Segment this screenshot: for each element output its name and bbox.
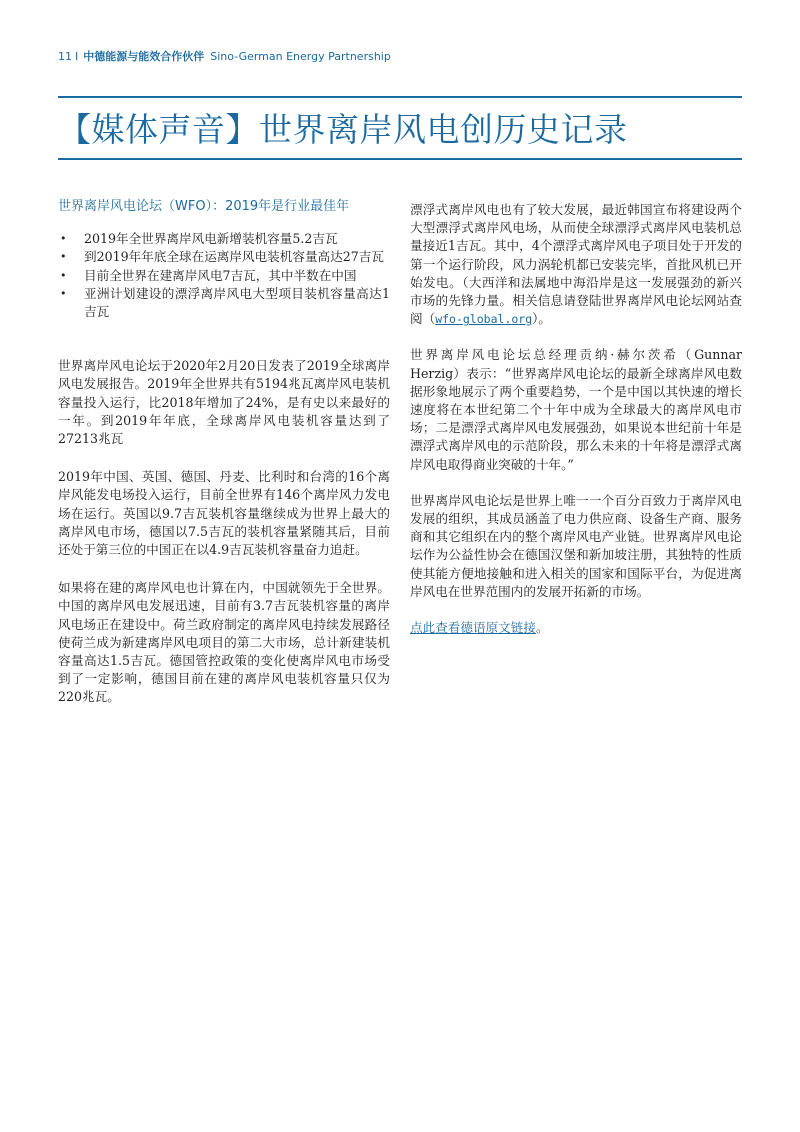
list-item: • 到2019年年底全球在运离岸风电装机容量高达27吉瓦 [58,248,390,266]
page-header [58,48,391,64]
list-item: • 亚洲计划建设的漂浮离岸风电大型项目装机容量高达1吉瓦 [58,285,390,321]
title-rule-top [58,96,742,98]
body-paragraph: 世界离岸风电论坛于2020年2月20日发表了2019全球离岸风电发展报告。2019年全世界共有5194兆瓦离岸风电装机容量投入运行，比2018年增加了24%，是有史以来最好的一年。到2019年年底，全球离岸风电装机容量达到了27213兆瓦 [58,358,390,447]
body-paragraph [410,201,742,328]
source-link-paragraph [410,619,742,637]
wfo-website-link[interactable]: wfo-global.org [435,312,533,327]
highlights-list [58,230,390,321]
list-item: • 目前全世界在建离岸风电7吉瓦，其中半数在中国 [58,267,390,285]
page-title: 【媒体声音】世界离岸风电创历史记录 [58,110,628,149]
page-number: 11 [58,50,72,63]
paragraph-text: 漂浮式离岸风电也有了较大发展，最近韩国宣布将建设两个大型漂浮式离岸风电场，从而使全球漂浮式离岸风电装机总量接近1吉瓦。其中，4个漂浮式离岸风电子项目处于开发的第一个运行阶段，风力涡轮机都已安装完毕，首批风机已开始发电。（大西洋和法属地中海沿岸是这一发展强劲的新兴市场的先锋力量。相关信息请登陆世界离岸风电论坛网站查阅（ [410,202,742,327]
header-org-en: Sino-German Energy Partnership [210,50,391,63]
body-paragraph: 世界离岸风电论坛总经理贡纳·赫尔茨希（Gunnar Herzig）表示：“世界离岸风电论坛的最新全球离岸风电数据形象地展示了两个重要趋势，一个是中国以其快速的增长速度将在本世纪第二个十年中成为全球最大的离岸风电市场；二是漂浮式离岸风电发展强劲，如果说本世纪前十年是漂浮式离岸风电的示范阶段，那么未来的十年将是漂浮式离岸风电取得商业突破的十年。” [410,347,742,472]
body-paragraph: 2019年中国、英国、德国、丹麦、比利时和台湾的16个离岸风能发电场投入运行，目前全世界有146个离岸风力发电场在运行。英国以9.7吉瓦装机容量继续成为世界上最大的离岸风电市场，德国以7.5吉瓦的装机容量紧随其后，目前还处于第三位的中国正在以4.9吉瓦装机容量奋力追赶。 [58,469,390,558]
link-end: 。 [535,620,549,636]
right-column [410,201,742,655]
header-org-cn: 中德能源与能效合作伙伴 [83,50,205,63]
body-paragraph: 如果将在建的离岸风电也计算在内，中国就领先于全世界。中国的离岸风电发展迅速，目前有3.7吉瓦装机容量的离岸风电场正在建设中。荷兰政府制定的离岸风电持续发展路径使荷兰成为新建离岸风电项目的第二大市场，总计新建装机容量高达1.5吉瓦。德国管控政策的变化使离岸风电市场受到了一定影响，德国目前在建的离岸风电装机容量只仅为220兆瓦。 [58,580,390,705]
header-separator: I [75,50,79,63]
section-subheading: 世界离岸风电论坛（WFO）：2019年是行业最佳年 [58,199,350,214]
list-item: • 2019年全世界离岸风电新增装机容量5.2吉瓦 [58,230,390,248]
left-column [58,198,390,727]
title-rule-bottom [58,158,742,160]
paragraph-text-end: ）。 [532,311,552,327]
body-paragraph: 世界离岸风电论坛是世界上唯一一个百分百致力于离岸风电发展的组织，其成员涵盖了电力供应商、设备生产商、服务商和其它组织在内的整个离岸风电产业链。世界离岸风电论坛作为公益性协会在德国汉堡和新加坡注册，其独特的性质使其能方便地接触和进入相关的国家和国际平台，为促进离岸风电在世界范围内的发展开拓新的市场。 [410,492,742,599]
german-original-link[interactable]: 点此查看德语原文链接 [410,620,536,636]
